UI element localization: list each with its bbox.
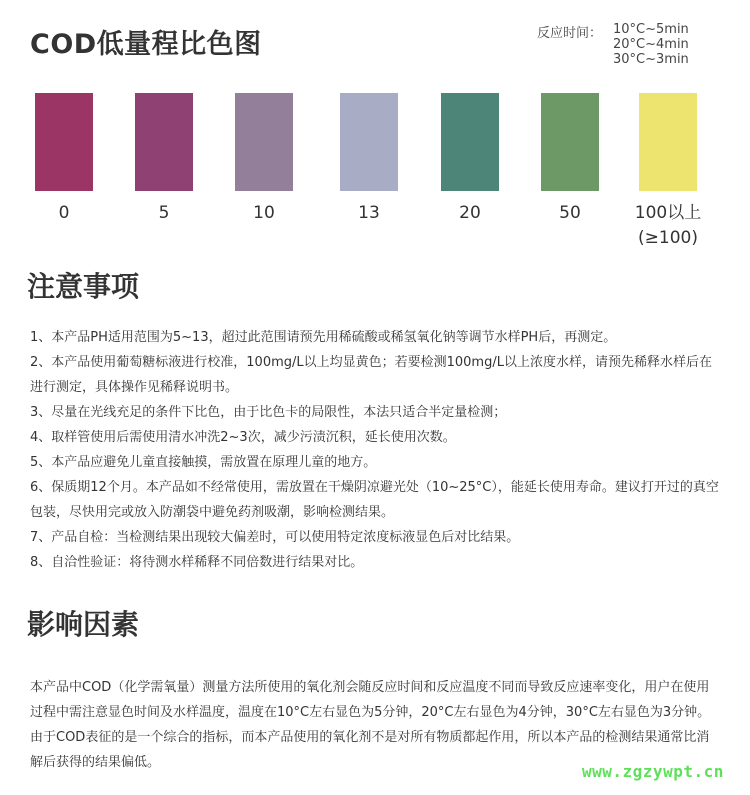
color-swatch-4: [441, 93, 499, 191]
color-swatch-0: [35, 93, 93, 191]
swatch-label-0: 0: [58, 203, 70, 223]
reaction-time-label: 反应时间：: [537, 26, 603, 41]
watermark: www.zgzywpt.cn: [582, 762, 724, 781]
note-item: 5、本产品应避免儿童直接触摸，需放置在原理儿童的地方。: [30, 455, 377, 470]
reaction-time-30c: 30°C~3min: [613, 52, 689, 67]
color-swatch-5: [541, 93, 599, 191]
note-item: 1、本产品PH适用范围为5~13，超过此范围请预先用稀硫酸或稀氢氧化钠等调节水样PH后，再测定。: [30, 330, 617, 345]
swatch-label-3: 13: [358, 203, 380, 223]
note-item: 6、保质期12个月。本产品如不经常使用，需放置在干燥阴凉避光处（10~25°C），能延长使用寿命。建议打开过的真空包装，尽快用完或放入防潮袋中避免药剂吸潮，影响检测结果。: [30, 480, 719, 520]
note-item: 2、本产品使用葡萄糖标液进行校准，100mg/L以上均显黄色；若要检测100mg/L以上浓度水样，请预先稀释水样后在进行测定，具体操作见稀释说明书。: [30, 355, 712, 395]
color-swatch-3: [340, 93, 398, 191]
page-title: COD低量程比色图: [30, 29, 262, 60]
reaction-time-20c: 20°C~4min: [613, 37, 689, 52]
color-swatch-6: [639, 93, 697, 191]
factors-text: 本产品中COD（化学需氧量）测量方法所使用的氧化剂会随反应时间和反应温度不同而导致反应速率变化，用户在使用过程中需注意显色时间及水样温度，温度在10°C左右显色为5分钟，20°C左右显色为4分钟，30°C左右显色为3分钟。由于COD表征的是一个综合的指标，而本产品使用的氧化剂不是对所有物质都起作用，所以本产品的检测结果通常比消解后获得的结果偏低。: [30, 680, 711, 770]
factors-heading: 影响因素: [27, 608, 140, 641]
notes-list: [30, 325, 720, 575]
notes-heading: 注意事项: [27, 270, 140, 303]
swatch-label-4: 20: [459, 203, 481, 223]
swatch-label-2: 10: [253, 203, 275, 223]
note-item: 8、自洽性验证：将待测水样稀释不同倍数进行结果对比。: [30, 555, 364, 570]
swatch-label-1: 5: [158, 203, 170, 223]
note-item: 4、取样管使用后需使用清水冲洗2~3次，减少污渍沉积，延长使用次数。: [30, 430, 456, 445]
reaction-time-list: [613, 22, 689, 67]
color-swatch-2: [235, 93, 293, 191]
swatch-label-5: 50: [559, 203, 581, 223]
color-chart: [0, 93, 750, 253]
note-item: 7、产品自检：当检测结果出现较大偏差时，可以使用特定浓度标液显色后对比结果。: [30, 530, 520, 545]
note-item: 3、尽量在光线充足的条件下比色，由于比色卡的局限性，本法只适合半定量检测；: [30, 405, 507, 420]
color-swatch-1: [135, 93, 193, 191]
reaction-time-10c: 10°C~5min: [613, 22, 689, 37]
swatch-label-6: 100以上 (≥100): [634, 203, 702, 248]
